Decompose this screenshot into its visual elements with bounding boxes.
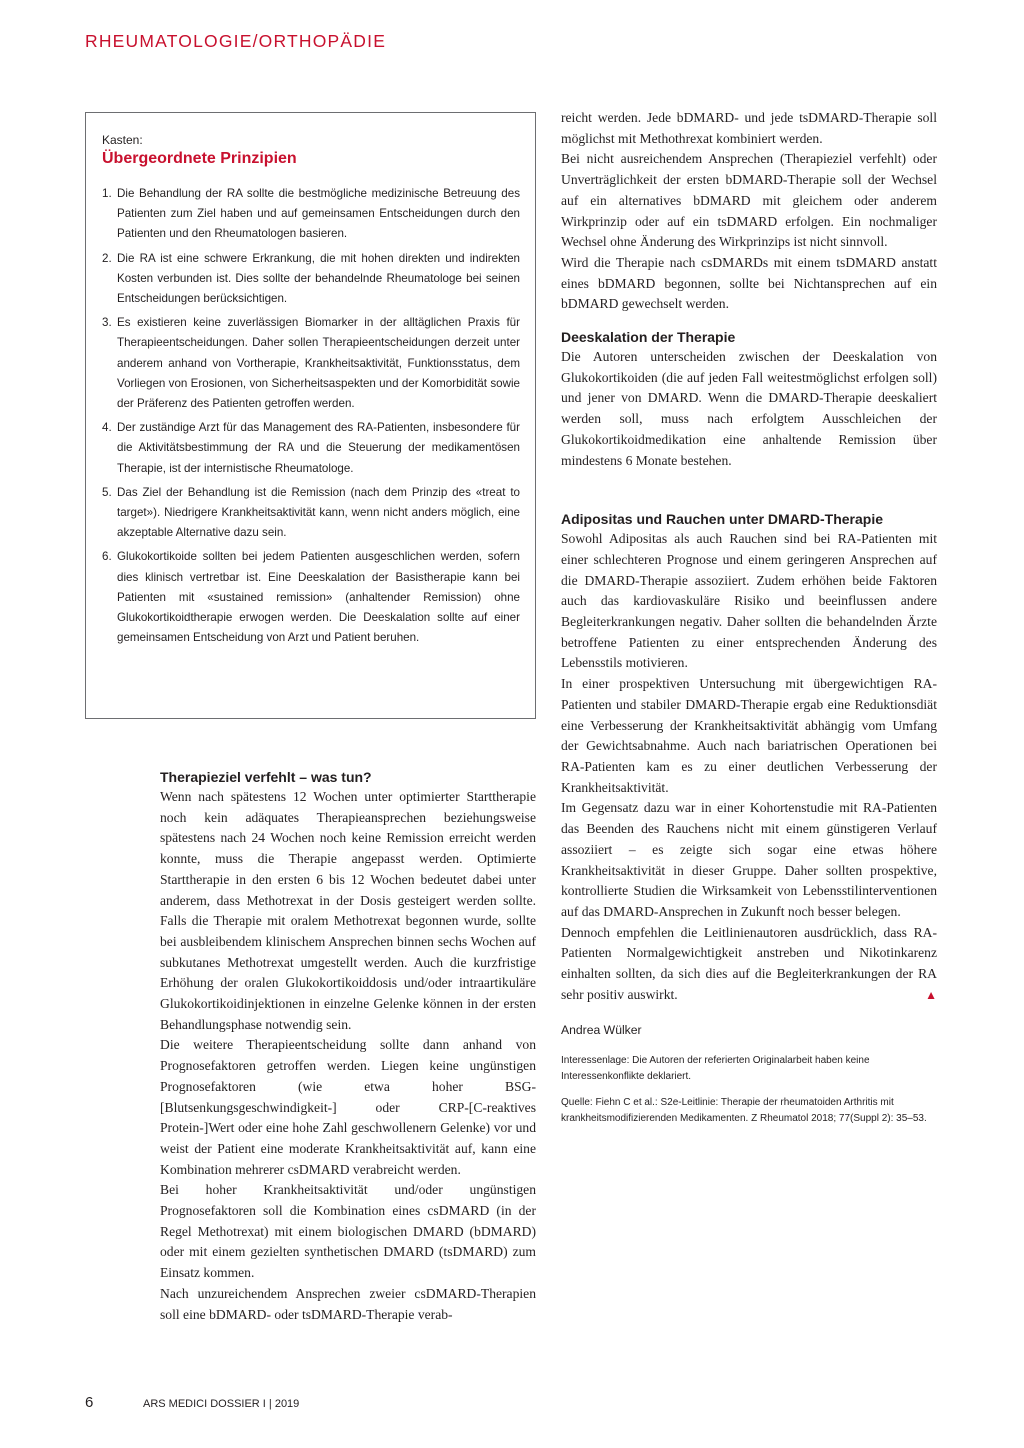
list-item: 3. Es existieren keine zuverlässigen Biomarker in der alltäglichen Praxis für Therapieentscheidungen. Daher sollen Therapieentscheidungen derzeit unter anderem anhand von Vortherapie, Krankheitsaktivität, Funktionsstatus, dem Vorliegen von Erosionen, von Sicherheitsaspekten und der Komorbidität sowie der Präferenz des Patienten getroffen werden. xyxy=(102,316,520,411)
source-note: Quelle: Fiehn C et al.: S2e-Leitlinie: Therapie der rheumatoiden Arthritis mit krankheitsmodifizierenden Medikamenten. Z Rheumatol 2018; 77(Suppl 2): 35–53. xyxy=(561,1097,927,1125)
box-title: Übergeordnete Prinzipien xyxy=(102,150,297,167)
footer xyxy=(85,1394,299,1411)
heading-adipositas: Adipositas und Rauchen unter DMARD-Therapie xyxy=(561,511,884,528)
list-item: 5. Das Ziel der Behandlung ist die Remission (nach dem Prinzip des «treat to target»). Niedrigere Krankheitsaktivität kann, wenn nicht anders möglich, eine akzeptable Alternative dazu sein. xyxy=(102,485,520,540)
section-header: RHEUMATOLOGIE/ORTHOPÄDIE xyxy=(85,31,387,51)
conflict-note: Interessenlage: Die Autoren der referierten Originalarbeit haben keine Interessenkonflikte deklariert. xyxy=(561,1055,870,1083)
left-column xyxy=(160,767,536,1325)
end-triangle-icon: ▲ xyxy=(925,987,937,1002)
list-item: 2. Die RA ist eine schwere Erkrankung, die mit hohen direkten und indirekten Kosten verbunden ist. Dies sollte der behandelnde Rheumatologe bei seinen Entscheidungen berücksichtigen. xyxy=(102,251,520,306)
right-column xyxy=(561,108,937,1127)
paragraph: reicht werden. Jede bDMARD- und jede tsDMARD-Therapie soll möglichst mit Methothrexat kombiniert werden. xyxy=(561,110,937,146)
heading-deescalation: Deeskalation der Therapie xyxy=(561,329,736,346)
paragraph: Im Gegensatz dazu war in einer Kohortenstudie mit RA-Patienten das Beenden des Rauchens nicht mit einem günstigeren Verlauf assoziiert – es zeigte sich sogar eine etwas höhere Krankheitsaktivität in dieser Gruppe. Daher sollten prospektive, kontrollierte Studien die Wirksamkeit von Lebensstilinterventionen auf das DMARD-Ansprechen in Zukunft noch besser belegen. xyxy=(561,800,937,919)
paragraph: Die Autoren unterscheiden zwischen der Deeskalation von Glukokortikoiden (die auf jeden Fall weitestmöglichst erfolgen soll) und jener von DMARD. Wenn die DMARD-Therapie deeskaliert werden soll, muss nach erfolgtem Ausschleichen der Glukokortikoidmedikation eine anhaltende Remission über mindestens 6 Monate bestehen. xyxy=(561,349,937,468)
principles-box xyxy=(85,112,536,719)
page-number: 6 xyxy=(85,1394,94,1411)
paragraph: Bei hoher Krankheitsaktivität und/oder ungünstigen Prognosefaktoren soll die Kombination eines csDMARD (in der Regel Methotrexat) mit einem biologischen DMARD (bDMARD) oder mit einem gezielten synthetischen DMARD (tsDMARD) zum Einsatz kommen. xyxy=(160,1182,536,1281)
paragraph: In einer prospektiven Untersuchung mit übergewichtigen RA-Patienten und stabiler DMARD-Therapie ergab eine Reduktionsdiät eine Verbesserung der Krankheitsaktivität abhängig vom Umfang der Gewichtsabnahme. Auch nach bariatrischen Operationen bei RA-Patienten kam es zu einer deutlichen Verbesserung der Krankheitsaktivität. xyxy=(561,676,937,795)
heading-therapy-goal: Therapieziel verfehlt – was tun? xyxy=(160,769,372,785)
paragraph: Wenn nach spätestens 12 Wochen unter optimierter Starttherapie noch kein adäquates Therapieansprechen beziehungsweise spätestens nach 24 Wochen noch keine Remission erreicht werden konnte, muss die Therapie angepasst werden. Optimierte Starttherapie in den ersten 6 bis 12 Wochen bedeutet dabei unter anderem, dass Methotrexat in der Dosis gesteigert werden sollte. Falls die Therapie mit oralem Methotrexat begonnen wurde, sollte bei ausbleibendem klinischem Ansprechen binnen sechs Wochen auf subkutanes Methotrexat umgestellt werden. Auch die kurzfristige Erhöhung der oralen Glukokortikoiddosis und/oder intraartikuläre Glukokortikoidinjektionen in einzelne Gelenke können in der ersten Behandlungsphase notwendig sein. xyxy=(160,789,536,1032)
paragraph: Bei nicht ausreichendem Ansprechen (Therapieziel verfehlt) oder Unverträglichkeit der ersten bDMARD-Therapie soll der Wechsel auf ein alternatives bDMARD mit gleichem oder anderem Wirkprinzip oder auf ein tsDMARD erfolgen. Ein nochmaliger Wechsel ohne Änderung des Wirkprinzips ist nicht sinnvoll. xyxy=(561,151,937,250)
list-item: 4. Der zuständige Arzt für das Management des RA-Patienten, insbesondere für die Aktivitätsbestimmung der RA und die Steuerung der medikamentösen Therapie, ist der internistische Rheumatologe. xyxy=(102,421,520,475)
paragraph: Dennoch empfehlen die Leitlinienautoren ausdrücklich, dass RA-Patienten Normalgewichtigkeit anstreben und Nikotinkarenz einhalten sollten, da sich dies auf die Begleiterkrankungen der RA sehr positiv auswirkt. ▲ xyxy=(561,923,937,1006)
author: Andrea Wülker xyxy=(561,1023,642,1038)
paragraph: Wird die Therapie nach csDMARDs mit einem tsDMARD anstatt eines bDMARD begonnen, sollte bei Nichtansprechen auf ein bDMARD gewechselt werden. xyxy=(561,254,937,312)
publication-name: ARS MEDICI DOSSIER I | 2019 xyxy=(143,1398,300,1410)
paragraph: Sowohl Adipositas als auch Rauchen sind bei RA-Patienten mit einer schlechteren Prognose und einem geringeren Ansprechen auf die DMARD-Therapie assoziiert. Zudem erhöhen beide Faktoren auch das kardiovaskuläre Risiko und beeinflussen andere Begleiterkrankungen negativ. Daher sollten die behandelnden Ärzte betroffene Patienten zu einer entsprechenden Änderung des Lebensstils motivieren. xyxy=(561,531,937,671)
paragraph: Die weitere Therapieentscheidung sollte dann anhand von Prognosefaktoren getroffen werden. Liegen keine ungünstigen Prognosefaktoren (wie etwa hoher BSG-[Blutsenkungsgeschwindigkeit-] oder CRP-[C-reaktives Protein-]Wert oder eine hohe Zahl geschwollenern Gelenke) vor und weist der Patient eine moderate Krankheitsaktivität auf, kann eine Kombination mehrerer csDMARD verabreicht werden. xyxy=(160,1037,536,1177)
list-item: 6. Glukokortikoide sollten bei jedem Patienten ausgeschlichen werden, sofern dies klinisch vertretbar ist. Eine Deeskalation der Basistherapie kann bei Patienten mit «sustained remission» (anhaltender Remission) ohne Glukokortikoidtherapie erwogen werden. Die Deeskalation sollte auf einer gemeinsamen Entscheidung von Arzt und Patient beruhen. xyxy=(102,550,520,645)
principles-list xyxy=(102,184,520,648)
list-item: 1. Die Behandlung der RA sollte die bestmögliche medizinische Betreuung des Patienten zum Ziel haben und auf gemeinsamen Entscheidungen durch den Patienten und den Rheumatologen basieren. xyxy=(102,187,520,241)
box-label: Kasten: xyxy=(102,133,143,147)
paragraph: Nach unzureichendem Ansprechen zweier csDMARD-Therapien soll eine bDMARD- oder tsDMARD-Therapie verab- xyxy=(160,1285,536,1322)
